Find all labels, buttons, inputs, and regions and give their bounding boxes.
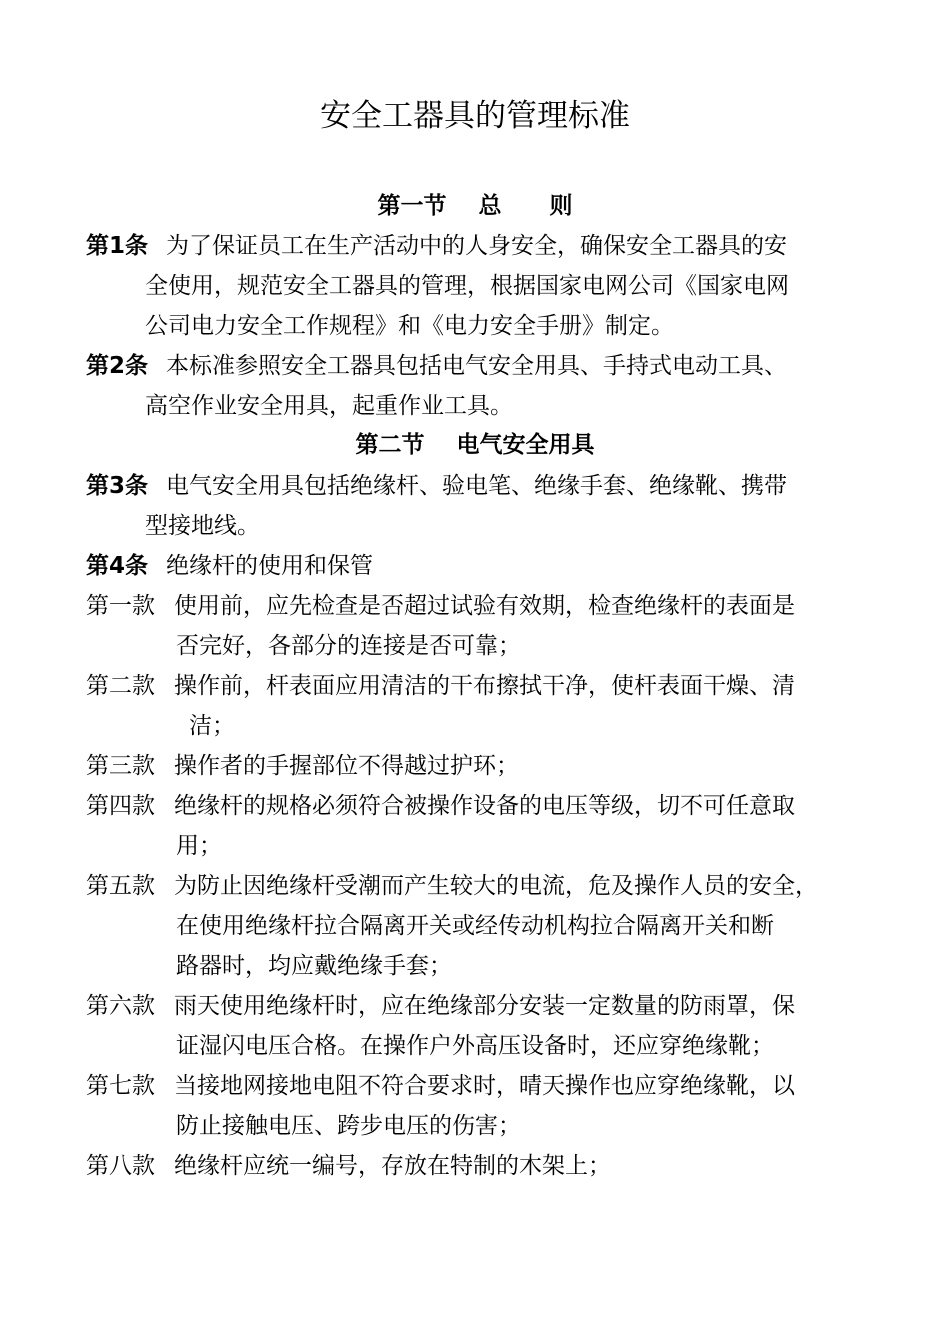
- clause-text: 防止接触电压、跨步电压的伤害；: [176, 1113, 521, 1139]
- clause-text: 用；: [176, 833, 222, 859]
- clause-text: 路器时，均应戴绝缘手套；: [176, 953, 452, 979]
- clause-line: [86, 1146, 886, 1186]
- section-heading-2: 第二节 电气安全用具: [355, 432, 595, 458]
- article-text: 电气安全用具包括绝缘杆、验电笔、绝缘手套、绝缘靴、携带: [166, 473, 787, 499]
- article-line: [86, 226, 886, 266]
- article-line: [86, 346, 886, 386]
- clause-text: 操作者的手握部位不得越过护环；: [174, 753, 519, 779]
- clause-line: [86, 786, 886, 826]
- clause-line: [86, 866, 886, 906]
- article-text: 为了保证员工在生产活动中的人身安全，确保安全工器具的安: [166, 233, 787, 259]
- clause-label: 第二款: [86, 673, 155, 699]
- article-label: 第1条: [86, 233, 149, 259]
- article-text: 本标准参照安全工器具包括电气安全用具、手持式电动工具、: [166, 353, 787, 379]
- clause-text: 洁；: [189, 713, 235, 739]
- clause-label: 第三款: [86, 753, 155, 779]
- clause-label: 第七款: [86, 1073, 155, 1099]
- article-1: [86, 226, 886, 346]
- article-line: [86, 466, 886, 506]
- clause-label: 第八款: [86, 1153, 155, 1179]
- article-2: [86, 346, 886, 426]
- clause-text: 绝缘杆的规格必须符合被操作设备的电压等级，切不可任意取: [174, 793, 795, 819]
- clause-text: 证湿闪电压合格。在操作户外高压设备时，还应穿绝缘靴；: [176, 1033, 774, 1059]
- clause-text: 当接地网接地电阻不符合要求时，晴天操作也应穿绝缘靴，以: [174, 1073, 795, 1099]
- clause-3: [86, 746, 886, 786]
- article-label: 第3条: [86, 473, 149, 499]
- clause-line: [86, 666, 886, 706]
- clause-2: [86, 666, 886, 746]
- clause-text: 否完好，各部分的连接是否可靠；: [176, 633, 521, 659]
- clause-1: [86, 586, 886, 666]
- article-text: 全使用，规范安全工器具的管理，根据国家电网公司《国家电网: [145, 273, 789, 299]
- clause-8: [86, 1146, 886, 1186]
- clause-text: 使用前，应先检查是否超过试验有效期，检查绝缘杆的表面是: [174, 593, 795, 619]
- clause-line: [86, 586, 886, 626]
- clause-text: 在使用绝缘杆拉合隔离开关或经传动机构拉合隔离开关和断: [176, 913, 774, 939]
- clause-7: [86, 1066, 886, 1146]
- section-heading-1: 第一节 总 则: [377, 193, 573, 219]
- clause-label: 第五款: [86, 873, 155, 899]
- article-4: [86, 546, 886, 586]
- article-line: [86, 546, 886, 586]
- clause-4: [86, 786, 886, 866]
- article-3: [86, 466, 886, 546]
- clause-label: 第四款: [86, 793, 155, 819]
- document-title: 安全工器具的管理标准: [320, 98, 630, 134]
- clause-line: [86, 746, 886, 786]
- article-text: 绝缘杆的使用和保管: [166, 553, 373, 579]
- clause-text: 为防止因绝缘杆受潮而产生较大的电流，危及操作人员的安全，: [174, 873, 818, 899]
- clause-label: 第一款: [86, 593, 155, 619]
- clause-text: 绝缘杆应统一编号，存放在特制的木架上；: [174, 1153, 611, 1179]
- clause-line: [86, 986, 886, 1026]
- article-text: 型接地线。: [145, 513, 260, 539]
- article-text: 公司电力安全工作规程》和《电力安全手册》制定。: [145, 313, 674, 339]
- clause-text: 雨天使用绝缘杆时，应在绝缘部分安装一定数量的防雨罩，保: [174, 993, 795, 1019]
- article-label: 第2条: [86, 353, 149, 379]
- clause-5: [86, 866, 886, 986]
- article-text: 高空作业安全用具，起重作业工具。: [145, 393, 513, 419]
- clause-text: 操作前，杆表面应用清洁的干布擦拭干净，使杆表面干燥、清: [174, 673, 795, 699]
- article-label: 第4条: [86, 553, 149, 579]
- clause-line: [86, 1066, 886, 1106]
- clause-label: 第六款: [86, 993, 155, 1019]
- clause-6: [86, 986, 886, 1066]
